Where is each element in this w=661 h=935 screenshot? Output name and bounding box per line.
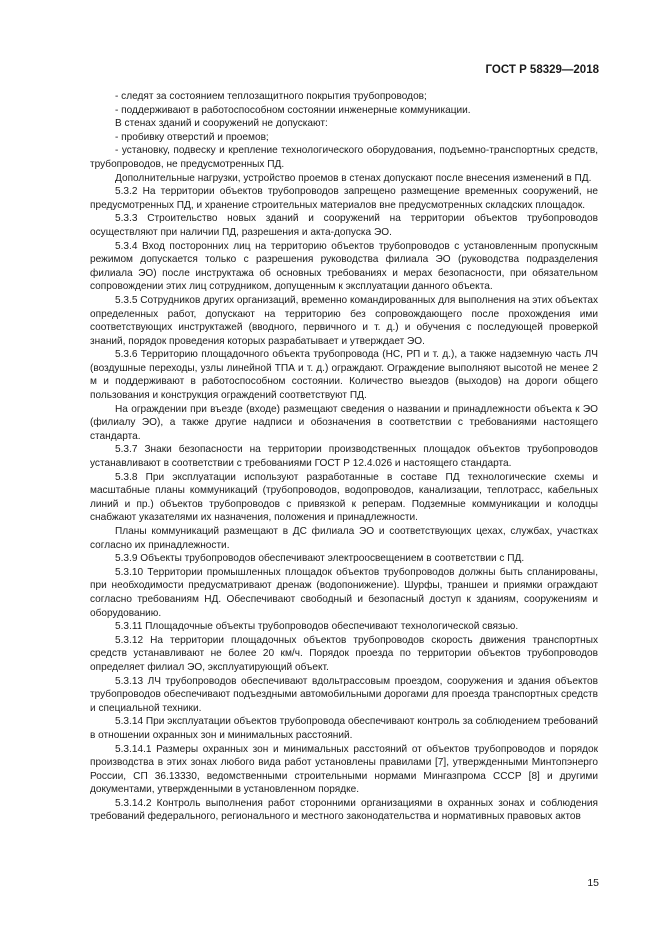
- clause-5-3-2: 5.3.2 На территории объектов трубопроводов запрещено размещение временных сооружений, не предусмотренных ПД, и хранение строительных материалов вне предусмотренных складских площадок.: [90, 186, 598, 211]
- clause-5-3-7: 5.3.7 Знаки безопасности на территории производственных площадок объектов трубопроводов устанавливают в соответствии с требованиями ГОСТ Р 12.4.026 и настоящего стандарта.: [90, 444, 598, 470]
- document-body: [90, 90, 598, 824]
- bullet-item: - поддерживают в работоспособном состоянии инженерные коммуникации.: [115, 104, 471, 116]
- clause-5-3-3: 5.3.3 Строительство новых зданий и сооружений на территории объектов трубопроводов осуществляют при наличии ПД, разрешения и акта-допуска ЭО.: [90, 213, 598, 238]
- clause-5-3-12: 5.3.12 На территории площадочных объектов трубопроводов скорость движения транспортных средств устанавливают не более 20 км/ч. Порядок проезда по территории объектов трубопроводов определяет филиал ЭО, эксплуатирующий объект.: [90, 634, 598, 673]
- clause-5-3-10: 5.3.10 Территории промышленных площадок объектов трубопроводов должны быть спланированы, при необходимости предусматривают дренаж (водопонижение). Шурфы, траншеи и приямки ограждают согласно требованиям НД. Обеспечивают свободный и безопасный доступ к зданиям, сооружениям и оборудованию.: [90, 566, 598, 619]
- clause-5-3-9: 5.3.9 Объекты трубопроводов обеспечивают электроосвещением в соответствии с ПД.: [115, 553, 525, 565]
- clause-5-3-11: 5.3.11 Площадочные объекты трубопроводов обеспечивают технологической связью.: [115, 621, 519, 633]
- bullet-item: - установку, подвеску и крепление технологического оборудования, подъемно-транспортных средств, трубопроводов, не предусмотренных ПД.: [90, 145, 598, 170]
- clause-5-3-13: 5.3.13 ЛЧ трубопроводов обеспечивают вдольтрассовым проездом, сооружения и здания объектов трубопроводов обеспечивают подъездными автомобильными дорогами для проезда транспортных средств и специальной техники.: [90, 675, 598, 714]
- clause-5-3-4: 5.3.4 Вход посторонних лиц на территорию объектов трубопроводов с установленным пропускным режимом допускается только с разрешения руководства филиала ЭО (руководства подразделения филиала ЭО) после инструктажа об основных требованиях и мерах безопасности, при обязательном сопровождении этих лиц сотрудником, допущенным к эксплуатации данного объекта.: [90, 240, 598, 293]
- bullet-item: - следят за состоянием теплозащитного покрытия трубопроводов;: [115, 91, 427, 102]
- clause-5-3-14: 5.3.14 При эксплуатации объектов трубопровода обеспечивают контроль за соблюдением требований в отношении охранных зон и минимальных расстояний.: [90, 716, 598, 741]
- clause-5-3-5: 5.3.5 Сотрудников других организаций, временно командированных для выполнения на этих объектах определенных работ, допускают на территорию без сопровождающего после прохождения ими соответствующих инструктажей (вводного, первичного и т. д.) и обучения с последующей проверкой знаний, порядок проведения которых разрабатывает и утверждает ЭО.: [90, 294, 598, 347]
- clause-5-3-6: 5.3.6 Территорию площадочного объекта трубопровода (НС, РП и т. д.), а также надземную часть ЛЧ (воздушные переходы, узлы линейной ТПА и т. д.) ограждают. Ограждение выполняют высотой не менее 2 м и поддерживают в работоспособном состоянии. Количество выездов (выходов) на дороги общего пользования и конструкция ограждений соответствуют ПД.: [90, 349, 598, 402]
- paragraph: В стенах зданий и сооружений не допускают:: [115, 118, 328, 130]
- clause-5-3-14-2: 5.3.14.2 Контроль выполнения работ сторонними организациями в охранных зонах и соблюдения требований федерального, регионального и местного законодательства и нормативных правовых актов: [90, 797, 598, 823]
- clause-5-3-14-1: 5.3.14.1 Размеры охранных зон и минимальных расстояний от объектов трубопроводов и порядок производства в этих зонах любого вида работ установлены правилами [7], утвержденными Минтопэнерго России, СП 36.13330, ведомственными строительными нормами Мингазпрома СССР [8] и другими документами, утвержденными в установленном порядке.: [90, 743, 598, 796]
- paragraph: Планы коммуникаций размещают в ДС филиала ЭО и соответствующих цехах, службах, участках согласно их принадлежности.: [90, 526, 598, 551]
- paragraph: Дополнительные нагрузки, устройство проемов в стенах допускают после внесения изменений в ПД.: [115, 172, 592, 184]
- clause-5-3-8: 5.3.8 При эксплуатации используют разработанные в составе ПД технологические схемы и масштабные планы коммуникаций (трубопроводов, водопроводов, канализации, теплотрасс, кабельных линий и пр.) объектов трубопроводов с привязкой к реперам. Подземные коммуникации и колодцы снабжают указателями их назначения, положения и принадлежности.: [90, 471, 598, 524]
- page-number: 15: [587, 877, 599, 889]
- bullet-item: - пробивку отверстий и проемов;: [115, 131, 269, 143]
- paragraph: На ограждении при въезде (входе) размещают сведения о названии и принадлежности объекта к ЭО (филиалу ЭО), а также другие надписи и обозначения в соответствии с требованиями настоящего стандарта.: [90, 403, 598, 442]
- document-code-header: ГОСТ Р 58329—2018: [485, 64, 599, 76]
